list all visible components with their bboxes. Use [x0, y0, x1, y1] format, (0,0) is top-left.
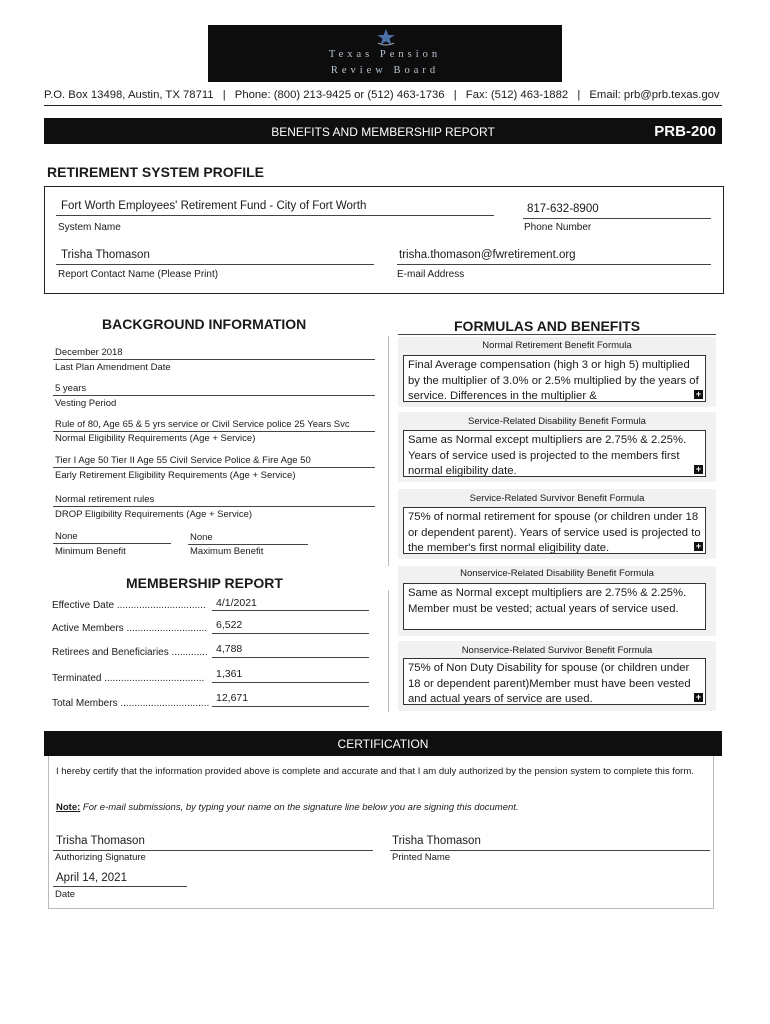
printed-name-value[interactable]: Trisha Thomason [392, 835, 481, 847]
terminated-line [212, 682, 369, 683]
formulas-heading: FORMULAS AND BENEFITS [454, 318, 641, 334]
formulas-heading-line [398, 334, 716, 335]
certification-note [56, 802, 696, 813]
active-members-line [212, 633, 369, 634]
certification-banner [44, 731, 722, 756]
background-heading: BACKGROUND INFORMATION [102, 316, 307, 332]
printed-name-line [390, 850, 710, 851]
form-code: PRB-200 [654, 123, 716, 140]
report-banner [44, 118, 722, 144]
effective-date-label: Effective Date ................................ [52, 600, 206, 611]
drop-eligibility-line [53, 506, 375, 507]
expand-icon[interactable]: + [695, 464, 702, 474]
contact-name-value[interactable]: Trisha Thomason [61, 249, 150, 261]
minimum-benefit-label: Minimum Benefit [55, 546, 126, 557]
vesting-value[interactable]: 5 years [55, 383, 87, 394]
normal-eligibility-label: Normal Eligibility Requirements (Age + Service) [55, 433, 256, 444]
signature-label: Authorizing Signature [55, 852, 146, 863]
retirees-line [212, 657, 369, 658]
signature-line [53, 850, 373, 851]
formula-nonservice-disability-field[interactable] [403, 583, 706, 630]
note-text: For e-mail submissions, by typing your name on the signature line below you are signing this document. [80, 802, 519, 813]
formula-service-disability-field[interactable] [403, 430, 706, 477]
total-members-line [212, 706, 369, 707]
date-value[interactable]: April 14, 2021 [56, 872, 127, 884]
total-members-label: Total Members ................................ [52, 698, 210, 709]
normal-eligibility-line [53, 431, 375, 432]
note-label: Note: [56, 802, 81, 813]
minimum-benefit-value[interactable]: None [55, 531, 78, 542]
drop-eligibility-value[interactable]: Normal retirement rules [55, 494, 155, 505]
contact-name-label: Report Contact Name (Please Print) [58, 269, 219, 280]
profile-heading: RETIREMENT SYSTEM PROFILE [47, 164, 265, 180]
amend-value[interactable]: December 2018 [55, 347, 123, 358]
amend-label: Last Plan Amendment Date [55, 362, 171, 373]
phone-label: Phone Number [524, 222, 592, 233]
email: Email: prb@prb.texas.gov [589, 89, 720, 101]
formula-service-survivor-text: 75% of normal retirement for spouse (or children under 18 or dependent parent). Years of service used is projected to the member's first normal eligibility date. [408, 511, 701, 554]
drop-eligibility-label: DROP Eligibility Requirements (Age + Service) [55, 509, 253, 520]
retirees-label: Retirees and Beneficiaries ............. [52, 647, 208, 658]
signature-value[interactable]: Trisha Thomason [56, 835, 145, 847]
terminated-label: Terminated .................................... [52, 673, 205, 684]
early-eligibility-line [53, 467, 375, 468]
system-name-value[interactable]: Fort Worth Employees' Retirement Fund - City of Fort Worth [61, 200, 367, 212]
printed-name-label: Printed Name [392, 852, 451, 863]
total-members-value[interactable]: 12,671 [216, 692, 249, 704]
certification-heading: CERTIFICATION [337, 737, 429, 751]
maximum-benefit-value[interactable]: None [190, 532, 213, 543]
maximum-benefit-line [188, 544, 308, 545]
formula-nonservice-disability-text: Same as Normal except multipliers are 2.75% & 2.25%. Member must be vested; actual years of service used. [408, 587, 687, 615]
email-label: E-mail Address [397, 269, 465, 280]
formula-nonservice-survivor-text: 75% of Non Duty Disability for spouse (or children under 18 or dependent parent)Member must have been vested and actual years of service are used. [408, 662, 691, 705]
address: P.O. Box 13498, Austin, TX 78711 [44, 89, 214, 101]
fax: Fax: (512) 463-1882 [465, 89, 569, 101]
contact-name-line [56, 264, 374, 265]
amend-line [53, 359, 375, 360]
certification-statement: I hereby certify that the information provided above is complete and accurate and that I am duly authorized by the pension system to complete this form. [56, 766, 694, 777]
terminated-value[interactable]: 1,361 [216, 668, 243, 680]
formula-nonservice-survivor-title: Nonservice-Related Survivor Benefit Formula [461, 645, 653, 656]
formula-normal-title: Normal Retirement Benefit Formula [482, 340, 632, 351]
membership-heading: MEMBERSHIP REPORT [126, 575, 283, 591]
vesting-line [53, 395, 375, 396]
effective-date-line [212, 610, 369, 611]
formula-service-survivor-field[interactable] [403, 507, 706, 554]
formula-service-survivor-title: Service-Related Survivor Benefit Formula [469, 493, 645, 504]
logo-line-2: Review Board [330, 65, 440, 76]
texas-star-icon [376, 28, 396, 46]
email-line [397, 264, 711, 265]
formula-nonservice-disability-title: Nonservice-Related Disability Benefit Formula [460, 568, 654, 579]
logo-line-1: Texas Pension [328, 49, 442, 60]
formula-normal-text: Final Average compensation (high 3 or high 5) multiplied by the multiplier of 3.0% or 2.5% multiplied by the years of service. Differences in the multiplier & [408, 359, 699, 402]
phone-value[interactable]: 817-632-8900 [527, 203, 599, 215]
phone: Phone: (800) 213-9425 or (512) 463-1736 [234, 89, 445, 101]
active-members-value[interactable]: 6,522 [216, 619, 243, 631]
early-eligibility-value[interactable]: Tier I Age 50 Tier II Age 55 Civil Service Police & Fire Age 50 [55, 455, 311, 466]
system-name-line [56, 215, 494, 216]
date-label: Date [55, 889, 76, 900]
vesting-label: Vesting Period [55, 398, 117, 409]
formula-normal-field[interactable] [403, 355, 706, 402]
logo [208, 25, 562, 82]
expand-icon[interactable]: + [695, 692, 702, 702]
expand-icon[interactable]: + [695, 541, 702, 551]
contact-line: P.O. Box 13498, Austin, TX 78711 | Phone: (800) 213-9425 or (512) 463-1736 | Fax: (512) 463-1882 | Email: prb@prb.texas.gov [44, 89, 720, 101]
retirees-value[interactable]: 4,788 [216, 643, 243, 655]
normal-eligibility-value[interactable]: Rule of 80, Age 65 & 5 yrs service or Civil Service police 25 Years Svc [55, 419, 350, 430]
effective-date-value[interactable]: 4/1/2021 [216, 597, 257, 609]
header-divider [44, 105, 722, 106]
minimum-benefit-line [53, 543, 171, 544]
formula-nonservice-survivor-field[interactable] [403, 658, 706, 705]
active-members-label: Active Members ............................. [52, 623, 208, 634]
report-title: BENEFITS AND MEMBERSHIP REPORT [271, 125, 495, 139]
formula-service-disability-title: Service-Related Disability Benefit Formula [468, 416, 646, 427]
phone-line [523, 218, 711, 219]
expand-icon[interactable]: + [695, 389, 702, 399]
email-value[interactable]: trisha.thomason@fwretirement.org [399, 249, 576, 261]
maximum-benefit-label: Maximum Benefit [190, 546, 264, 557]
early-eligibility-label: Early Retirement Eligibility Requirements (Age + Service) [55, 470, 296, 481]
date-line [53, 886, 187, 887]
formula-service-disability-text: Same as Normal except multipliers are 2.75% & 2.25%. Years of service used is projected to the members first normal eligibility date. [408, 434, 687, 477]
system-name-label: System Name [58, 222, 121, 233]
